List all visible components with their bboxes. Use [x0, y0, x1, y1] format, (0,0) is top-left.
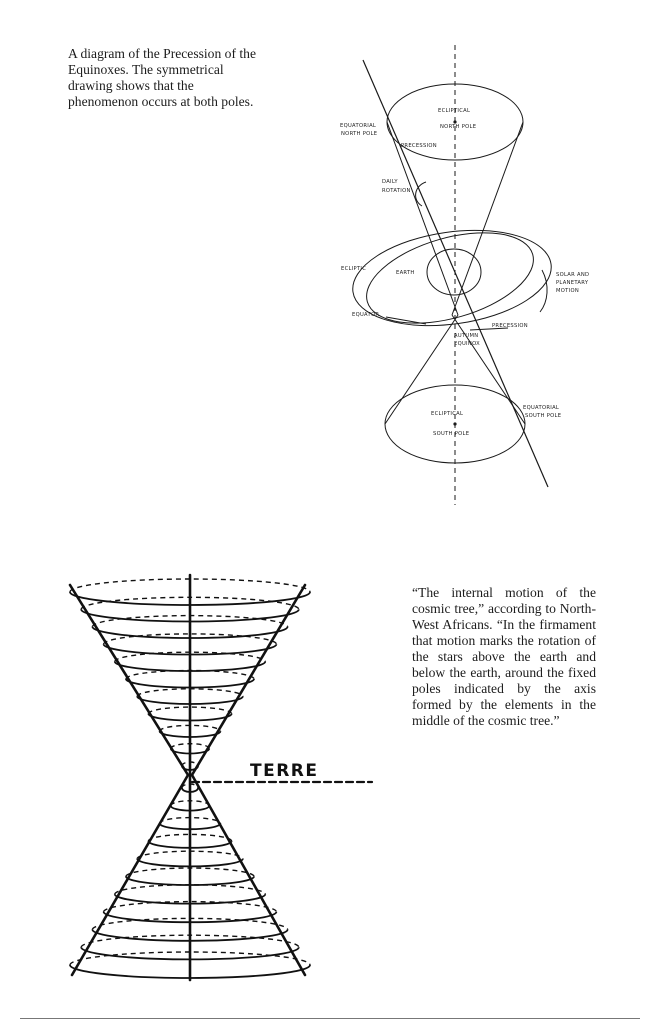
bottom-caption-text: “The internal motion of the cosmic tree,” according to North-West Africans. “In the firmament that motion marks the rotation of the stars above the earth and below the earth, around the fixed poles indicated by the axis formed by the elements in the middle of the cosmic tree.” [412, 585, 596, 728]
label-ecliptical-south-1: ECLIPTICAL [431, 411, 464, 417]
solar-motion-arrow [540, 270, 547, 312]
label-solar-2: PLANETARY [556, 280, 589, 286]
cosmic-tree-diagram [60, 570, 390, 990]
top-caption-text: A diagram of the Precession of the Equinoxes. The symmetrical drawing shows that the phenomenon occurs at both poles. [68, 46, 256, 109]
upper-cone-right [192, 585, 305, 775]
equator-orbit [356, 216, 543, 340]
label-equatorial-north-1: EQUATORIAL [340, 123, 377, 129]
upper-cone-right [452, 122, 523, 315]
upper-cone-left [387, 122, 458, 315]
label-ecliptic: ECLIPTIC [341, 266, 367, 272]
label-ecliptical-south-2: SOUTH POLE [433, 431, 470, 437]
label-daily-rotation-2: ROTATION [382, 188, 411, 194]
label-equatorial-south-1: EQUATORIAL [523, 405, 560, 411]
label-equatorial-north-2: NORTH POLE [341, 131, 378, 137]
label-ecliptical-north-1: ECLIPTICAL [438, 108, 471, 114]
label-daily-rotation-1: DAILY [382, 179, 398, 185]
terre-label: TERRE [250, 761, 319, 781]
page-bottom-rule [20, 1018, 640, 1019]
top-caption [68, 46, 264, 110]
lower-cone-right [452, 315, 525, 424]
earth-circle [427, 249, 481, 295]
label-equator: EQUATOR [352, 312, 380, 318]
bottom-caption [412, 585, 596, 729]
label-autumn-equinox-2: EQUINOX [454, 341, 480, 347]
label-precession-top: PRECESSION [401, 143, 437, 149]
label-equatorial-south-2: SOUTH POLE [525, 413, 562, 419]
label-ecliptical-north-2: NORTH POLE [440, 124, 477, 130]
label-solar-3: MOTION [556, 288, 580, 294]
label-precession-mid: PRECESSION [492, 323, 528, 329]
label-solar-1: SOLAR AND [556, 272, 590, 278]
label-autumn-equinox-1: AUTUMN [454, 333, 479, 339]
precession-diagram [330, 40, 590, 510]
lower-cone-left [385, 315, 458, 424]
label-earth: EARTH [396, 270, 415, 276]
